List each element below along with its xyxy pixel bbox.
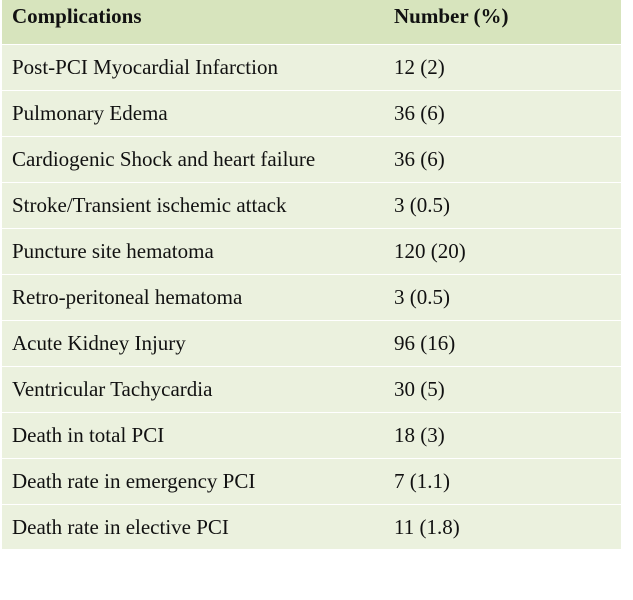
table-row [2, 459, 621, 505]
table-row [2, 91, 621, 137]
table-header [2, 0, 621, 45]
table-row [2, 137, 621, 183]
complication-name-cell: Stroke/Transient ischemic attack [12, 193, 287, 217]
complication-count-cell: 3 (0.5) [394, 193, 450, 217]
complication-name-cell: Pulmonary Edema [12, 101, 168, 125]
table-row [2, 367, 621, 413]
complication-count-cell: 18 (3) [394, 423, 445, 447]
table-row [2, 321, 621, 367]
complication-count-cell: 120 (20) [394, 239, 466, 263]
complication-count-cell: 30 (5) [394, 377, 445, 401]
complication-count-cell: 7 (1.1) [394, 469, 450, 493]
complication-name-cell: Death in total PCI [12, 423, 165, 447]
complication-name-cell: Post-PCI Myocardial Infarction [12, 55, 278, 79]
table-row [2, 183, 621, 229]
table-row [2, 275, 621, 321]
table-body [2, 45, 621, 550]
table-row [2, 229, 621, 275]
complication-name-cell: Death rate in elective PCI [12, 515, 229, 539]
complication-count-cell: 3 (0.5) [394, 285, 450, 309]
header-number-percent: Number (%) [394, 4, 509, 28]
table-row [2, 413, 621, 459]
header-complications: Complications [12, 4, 142, 28]
complication-name-cell: Ventricular Tachycardia [12, 377, 213, 401]
complication-name-cell: Acute Kidney Injury [12, 331, 186, 355]
complication-count-cell: 36 (6) [394, 147, 445, 171]
complication-name-cell: Cardiogenic Shock and heart failure [12, 147, 316, 171]
complications-table [2, 0, 621, 549]
table-row [2, 45, 621, 91]
complication-count-cell: 96 (16) [394, 331, 456, 355]
table-row [2, 505, 621, 550]
complication-count-cell: 12 (2) [394, 55, 445, 79]
complication-name-cell: Death rate in emergency PCI [12, 469, 256, 493]
complication-name-cell: Retro-peritoneal hematoma [12, 285, 243, 309]
complication-count-cell: 11 (1.8) [394, 515, 460, 539]
complication-count-cell: 36 (6) [394, 101, 445, 125]
complication-name-cell: Puncture site hematoma [12, 239, 214, 263]
